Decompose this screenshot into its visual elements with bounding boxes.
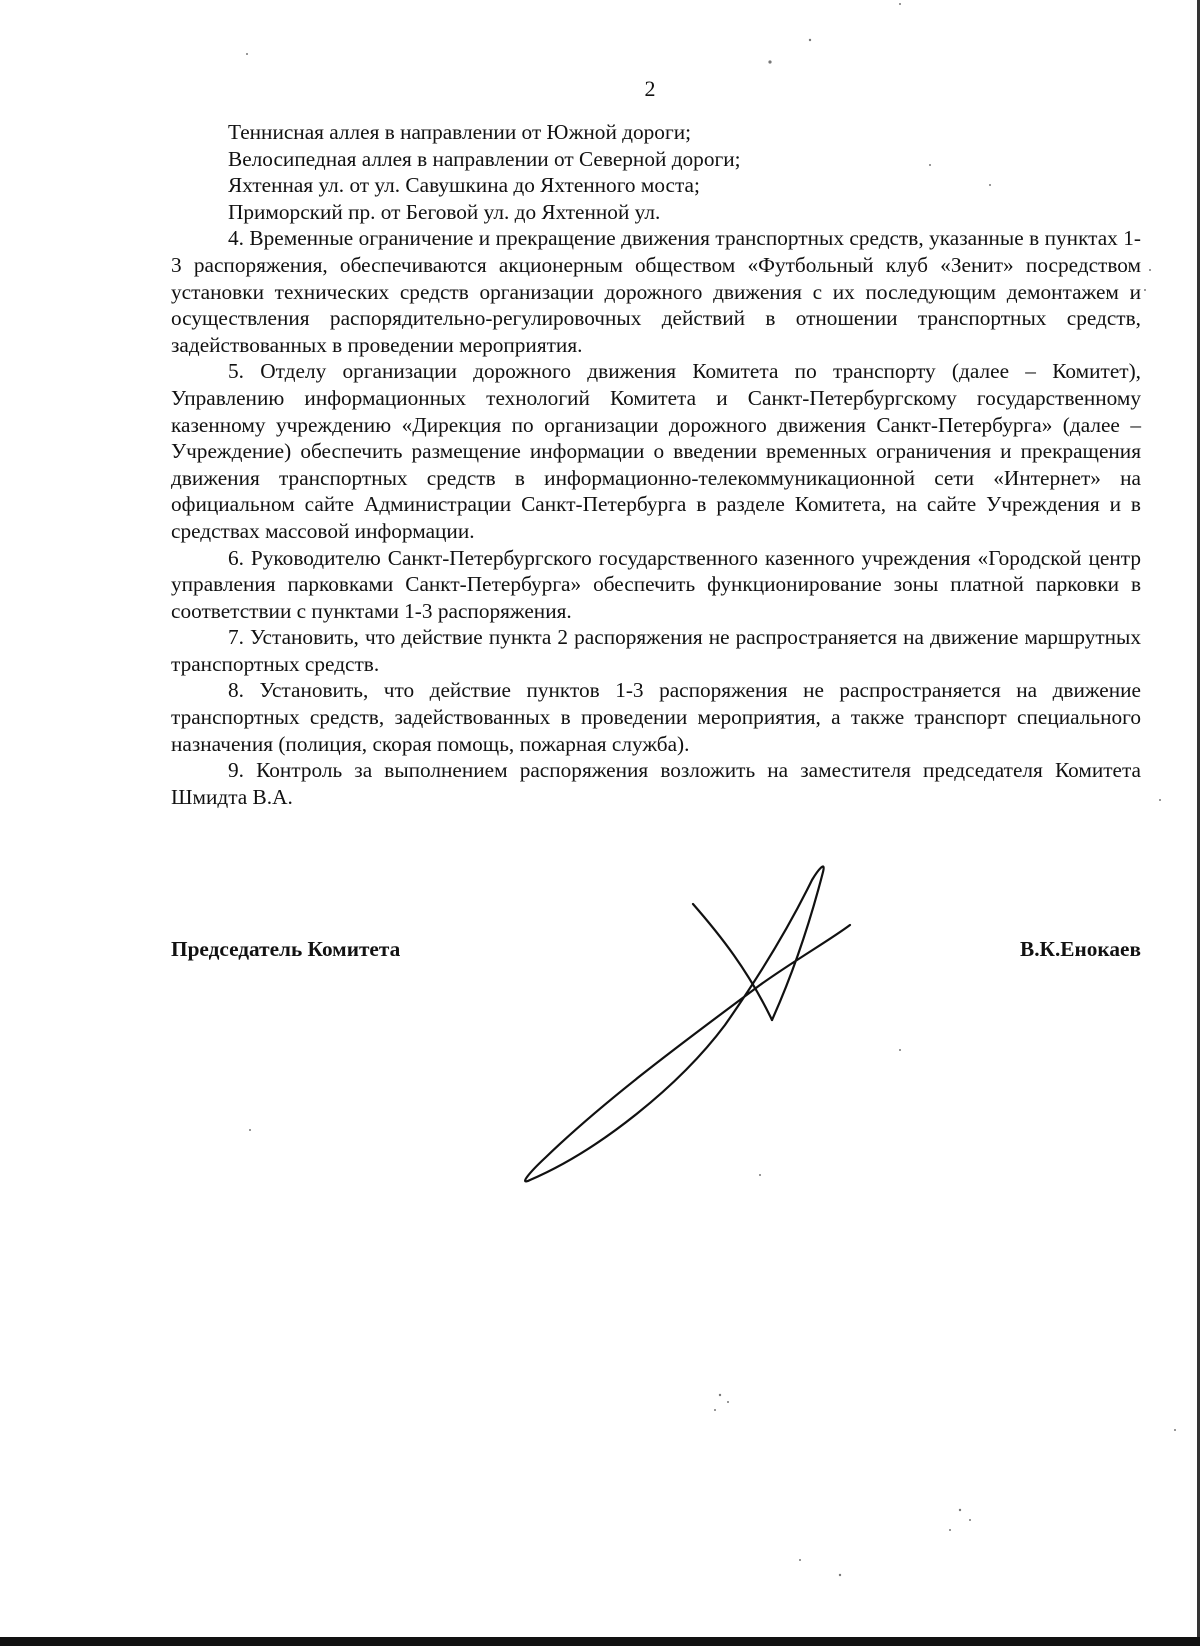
street-line: Яхтенная ул. от ул. Савушкина до Яхтенного моста; [228,173,700,198]
street-line: Теннисная аллея в направлении от Южной дороги; [228,120,692,144]
page-number: 2 [644,76,656,101]
scan-bottom-edge [0,1637,1200,1646]
signer-title: Председатель Комитета [171,937,401,961]
street-line: Велосипедная аллея в направлении от Северной дороги; [228,146,741,171]
paragraph-5: 5. Отделу организации дорожного движения Комитета по транспорту (далее – Комитет), Управлению информационных технологий Комитета и Санкт-Петербургскому государственному казенному учреждению «Дирекция по организации дорожного движения Санкт-Петербурга» (далее – Учреждение) обеспечить размещение информации о введении временных ограничения и прекращения движения транспортных средств в информационно-телекоммуникационной сети «Интернет» на официальном сайте Администрации Санкт-Петербурга в разделе Комитета, на сайте Учреждения и в средствах массовой информации. [171,359,1141,543]
street-line: Приморский пр. от Беговой ул. до Яхтенной ул. [228,199,661,224]
paragraph-8: 8. Установить, что действие пунктов 1-3 распоряжения не распространяется на движение транспортных средств, задействованных в проведении мероприятия, а также транспорт специального назначения (полиция, скорая помощь, пожарная служба). [171,678,1141,756]
paragraph-4: 4. Временные ограничение и прекращение движения транспортных средств, указанные в пунктах 1-3 распоряжения, обеспечиваются акционерным обществом «Футбольный клуб «Зенит» посредством установки технических средств организации дорожного движения с их последующим демонтажем и осуществления распорядительно-регулировочных действий в отношении транспортных средств, задействованных в проведении мероприятия. [171,226,1141,357]
paragraph-7: 7. Установить, что действие пункта 2 распоряжения не распространяется на движение маршрутных транспортных средств. [171,625,1141,676]
paragraph-6: 6. Руководителю Санкт-Петербургского государственного казенного учреждения «Городской центр управления парковками Санкт-Петербурга» обеспечить функционирование зоны платной парковки в соответствии с пунктами 1-3 распоряжения. [171,545,1141,623]
paragraph-9: 9. Контроль за выполнением распоряжения возложить на заместителя председателя Комитета Шмидта В.А. [171,758,1141,809]
signer-name: В.К.Енокаев [1020,937,1141,961]
